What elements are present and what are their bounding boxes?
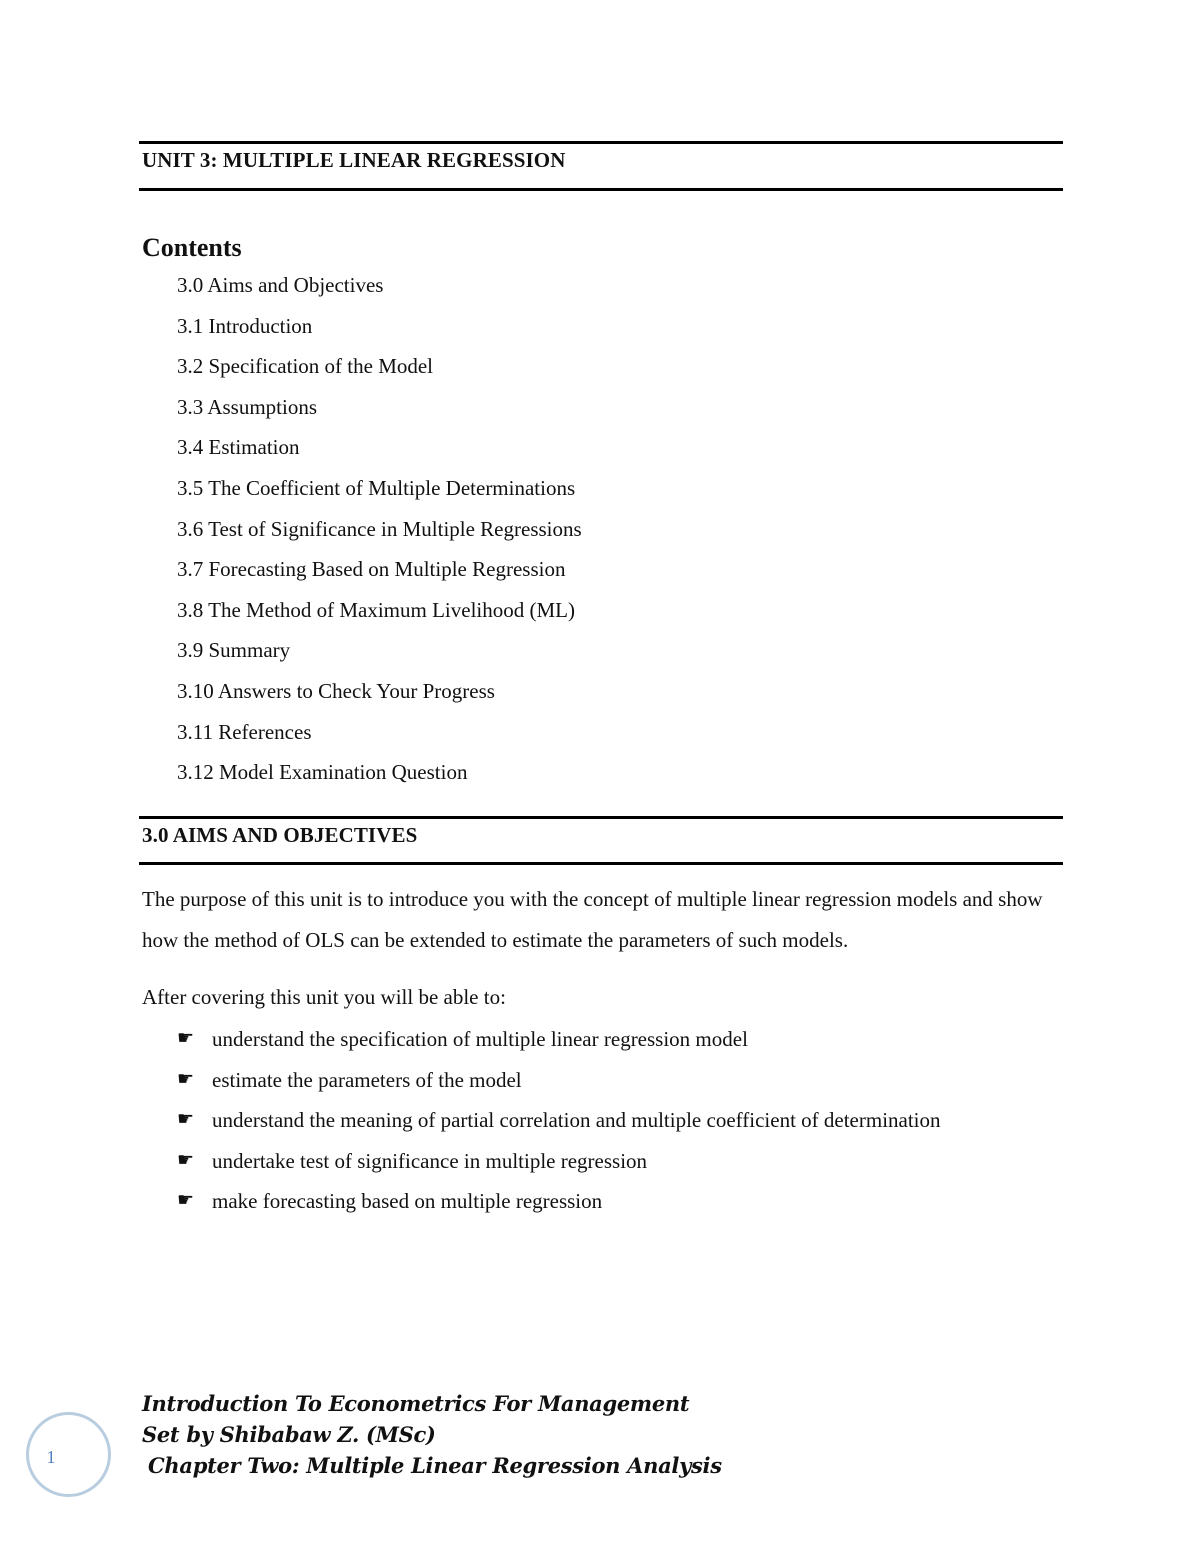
objective-text: make forecasting based on multiple regression [212,1189,603,1214]
page-footer [142,1388,722,1481]
contents-title: Contents [142,233,242,262]
toc-item: 3.3 Assumptions [177,394,318,419]
toc-item: 3.12 Model Examination Question [177,760,468,785]
objective-item [177,1188,941,1229]
objective-item [177,1148,941,1189]
aims-rule-top [139,816,1063,819]
footer-chapter: Chapter Two: Multiple Linear Regression Analysis [148,1453,722,1478]
aims-rule-bottom [139,862,1063,865]
table-of-contents [177,272,582,800]
toc-item: 3.2 Specification of the Model [177,354,434,379]
pointing-hand-icon: ☛ [177,1109,195,1131]
footer-author: Set by Shibabaw Z. (MSc) [142,1422,436,1447]
toc-item: 3.0 Aims and Objectives [177,273,384,297]
objective-text: understand the meaning of partial correlation and multiple coefficient of determination [212,1108,941,1133]
aims-heading: 3.0 AIMS AND OBJECTIVES [142,823,418,847]
page-number-badge [26,1412,111,1497]
toc-item: 3.10 Answers to Check Your Progress [177,678,495,703]
top-rule-bottom [139,188,1063,191]
objective-text: undertake test of significance in multiple regression [212,1148,648,1173]
page-number: 1 [46,1447,56,1467]
objective-text: estimate the parameters of the model [212,1067,522,1092]
toc-item: 3.6 Test of Significance in Multiple Regressions [177,516,582,541]
purpose-paragraph: The purpose of this unit is to introduce you with the concept of multiple linear regression models and show how the method of OLS can be extended to estimate the parameters of such models. [142,887,1043,952]
pointing-hand-icon: ☛ [177,1190,195,1212]
toc-item: 3.8 The Method of Maximum Livelihood (ML) [177,597,575,622]
objective-item [177,1026,941,1067]
toc-item: 3.4 Estimation [177,435,300,460]
objectives-list [177,1026,941,1229]
toc-item: 3.1 Introduction [177,313,313,338]
objectives-intro: After covering this unit you will be able to: [142,985,506,1009]
footer-course-title: Introduction To Econometrics For Management [142,1391,690,1416]
toc-item: 3.5 The Coefficient of Multiple Determinations [177,475,576,500]
top-rule [139,141,1063,144]
toc-item: 3.7 Forecasting Based on Multiple Regression [177,557,566,582]
pointing-hand-icon: ☛ [177,1149,195,1171]
toc-item: 3.11 References [177,719,312,744]
objective-item [177,1067,941,1108]
objective-item [177,1107,941,1148]
unit-heading: UNIT 3: MULTIPLE LINEAR REGRESSION [142,148,566,172]
objective-text: understand the specification of multiple linear regression model [212,1027,748,1051]
toc-item: 3.9 Summary [177,638,291,663]
pointing-hand-icon: ☛ [177,1028,195,1049]
pointing-hand-icon: ☛ [177,1068,195,1090]
